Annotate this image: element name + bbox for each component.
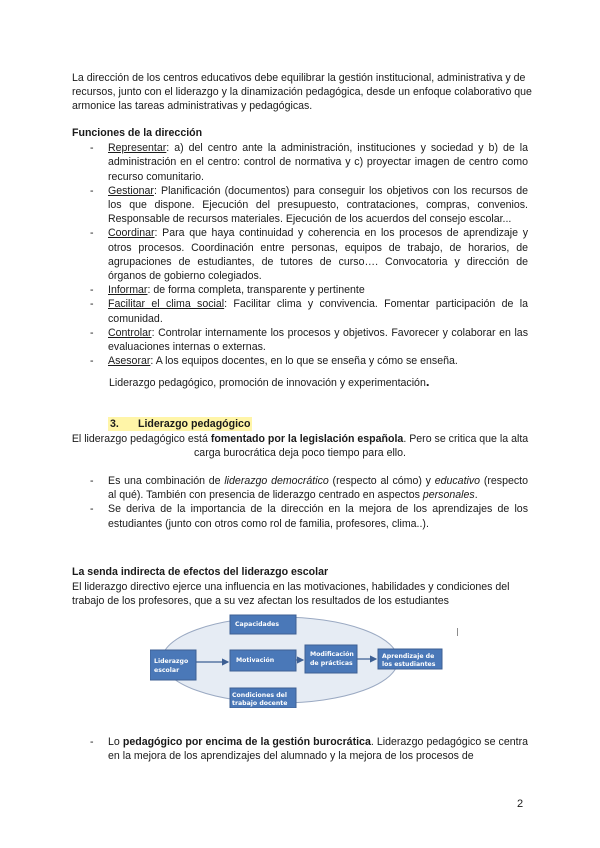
funciones-list (72, 141, 528, 368)
box-modificacion (305, 645, 357, 673)
term-asesorar: Asesorar (108, 355, 151, 368)
last-bold: pedagógico por encima de la gestión burocrática (122, 736, 371, 748)
section-title: Liderazgo pedagógico (138, 418, 251, 430)
label-aprendizaje-1: Aprendizaje de (382, 653, 435, 660)
last-list (72, 735, 528, 763)
intro-paragraph (72, 71, 532, 114)
list-item (72, 141, 528, 184)
last-items (72, 735, 528, 763)
term-gestionar: Gestionar (108, 184, 154, 197)
item-text: : Para que haya continuidad y coherencia en los procesos de aprendizaje y otros procesos. Coordinación entre personas, equipos de trabajo, de horarios, de agrupaciones de estudiantes, de tutores de curso…. Convocatoria y dirección de órganos de gobierno colegiados. (108, 227, 528, 283)
funciones-section (72, 126, 528, 391)
label-condiciones-1: Condiciones del (232, 692, 287, 699)
list-item (72, 297, 528, 325)
item-text: : de forma completa, transparente y pertinente (147, 284, 365, 297)
para-bold: fomentado por la legislación española (210, 433, 404, 445)
list-item (72, 326, 528, 354)
last-pre: Lo (108, 736, 123, 748)
item1-mid2: (respecto al qué). También con presencia de liderazgo centrado en aspectos (108, 475, 528, 502)
section-3-items (72, 474, 528, 531)
page-number: 2 (517, 798, 524, 810)
item1-italic-2: educativo (434, 475, 481, 487)
label-modificacion-2: de prácticas (310, 660, 353, 667)
box-liderazgo (150, 650, 196, 680)
label-modificacion-1: Modificación (310, 651, 354, 658)
label-capacidades: Capacidades (235, 621, 280, 628)
term-coordinar: Coordinar (108, 227, 155, 240)
item-text: : Planificación (documentos) para conseguir los objetivos con los recursos de los que dispone. Ejecución del presupuesto, contrataciones, compras, convenios. Responsable de recursos materiales. Ejecución de los acuerdos del consejo escolar... (108, 184, 528, 226)
label-motivacion: Motivación (236, 657, 275, 664)
term-representar: Representar (108, 142, 167, 155)
list-item (72, 354, 528, 368)
diagram-svg (150, 612, 460, 708)
para-post: . Pero se critica que la alta carga burocrática deja poco tiempo para ello. (194, 433, 529, 460)
label-aprendizaje-2: los estudiantes (382, 661, 436, 668)
term-facilitar: Facilitar el clima social (108, 298, 225, 311)
section-3-paragraph (70, 432, 530, 460)
funciones-heading: Funciones de la dirección (72, 127, 203, 139)
section-3-text (70, 432, 530, 460)
term-informar: Informar (108, 284, 148, 297)
leadership-effects-diagram (150, 612, 460, 708)
label-liderazgo-2: escolar (154, 667, 180, 674)
term-controlar: Controlar (108, 326, 152, 339)
senda-section (72, 565, 532, 609)
senda-mark: | (456, 627, 459, 636)
item-text: : A los equipos docentes, en lo que se enseña y cómo se enseña. (150, 355, 458, 368)
senda-text: El liderazgo directivo ejerce una influencia en las motivaciones, habilidades y condiciones del trabajo de los profesores, que a su vez afectan los resultados de los estudiantes (72, 581, 510, 608)
last-post: . Liderazgo pedagógico se centra en la mejora de los aprendizajes del alumnado y la mejora de los procesos de (108, 736, 528, 763)
senda-heading: La senda indirecta de efectos del liderazgo escolar (72, 566, 329, 578)
list-item (72, 283, 528, 297)
item1-end: . (474, 489, 478, 502)
item1-italic-1: liderazgo democrático (224, 475, 329, 487)
list-item (72, 184, 528, 227)
item-text: : Facilitar clima y convivencia. Fomentar participación de la comunidad. (108, 298, 528, 325)
section-3-title-highlight (108, 417, 252, 431)
section-number: 3. (110, 418, 119, 430)
para-pre: El liderazgo pedagógico está (71, 433, 211, 445)
list-item (72, 226, 528, 283)
section-3-list (72, 474, 528, 531)
item1-italic-3: personales (422, 489, 475, 502)
item-text: : a) del centro ante la administración, instituciones y sociedad y b) de la administración en el centro: control de normativa y c) proyectar imagen de centro como recurso comunitario. (108, 142, 528, 183)
item-text: : Controlar internamente los procesos y objetivos. Favorecer y colaborar en las evaluaciones internas o externas. (108, 326, 528, 354)
liderazgo-line (72, 375, 528, 390)
item1-mid: (respecto al cómo) y (328, 475, 435, 487)
list-item (72, 474, 528, 502)
intro-text: La dirección de los centros educativos debe equilibrar la gestión institucional, administrativa y de recursos, junto con el liderazgo y la dinamización pedagógica, desde un enfoque colaborativo que armonice las tareas administrativas y pedagógicas. (72, 72, 532, 113)
label-liderazgo-1: Liderazgo (154, 658, 189, 665)
item1-pre: Es una combinación de (108, 475, 225, 487)
label-condiciones-2: trabajo docente (232, 700, 288, 707)
liderazgo-line-dot: . (425, 374, 430, 390)
liderazgo-line-text: Liderazgo pedagógico, promoción de innovación y experimentación (109, 377, 426, 390)
list-item (72, 735, 528, 763)
section-3-heading (108, 417, 252, 431)
item2-text: Se deriva de la importancia de la dirección en la mejora de los aprendizajes de los estudiantes (junto con otros como rol de familia, profesores, clima..). (108, 503, 528, 530)
list-item (72, 502, 528, 530)
